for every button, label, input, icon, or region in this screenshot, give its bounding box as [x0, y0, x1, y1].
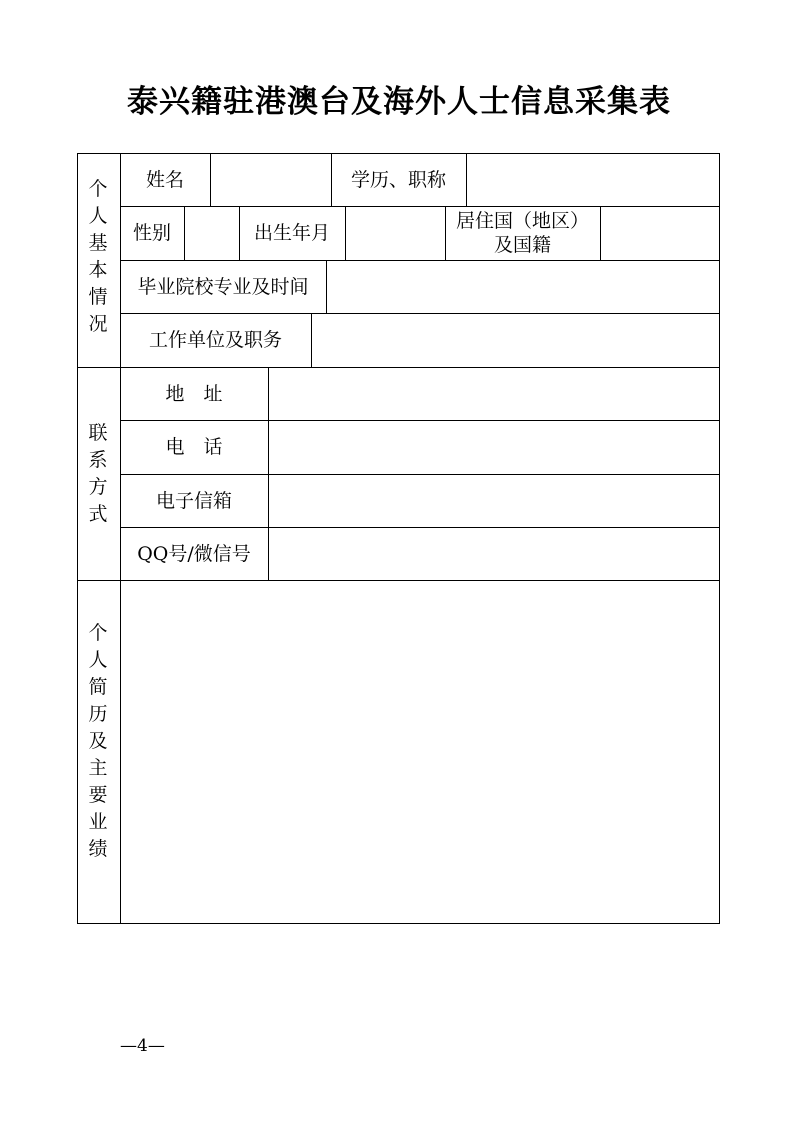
email-label: 电子信箱 — [155, 489, 232, 512]
school-field[interactable] — [327, 261, 719, 312]
address-label: 地 址 — [165, 382, 223, 405]
school-label: 毕业院校专业及时间 — [137, 275, 309, 298]
name-field[interactable] — [211, 154, 330, 205]
qq-wechat-label: QQ号/微信号 — [137, 542, 251, 565]
education-field[interactable] — [467, 154, 719, 205]
residence-label-line1: 居住国（地区） — [455, 210, 589, 232]
phone-label: 电 话 — [165, 436, 223, 458]
section-label-contact: 联系方式 — [88, 422, 108, 525]
page-number: —4— — [120, 1036, 165, 1056]
residence-label-line2: 及国籍 — [493, 234, 551, 256]
birth-label: 出生年月 — [253, 222, 330, 244]
birth-field[interactable] — [346, 207, 444, 259]
name-label: 姓名 — [145, 168, 184, 191]
phone-field[interactable] — [269, 421, 719, 473]
residence-field[interactable] — [601, 207, 719, 259]
section-label-resume: 个人简历及主要业绩 — [88, 622, 108, 860]
work-field[interactable] — [312, 314, 719, 366]
email-field[interactable] — [269, 475, 719, 526]
form-title: 泰兴籍驻港澳台及海外人士信息采集表 — [127, 84, 671, 120]
address-field[interactable] — [269, 368, 719, 419]
qq-wechat-field[interactable] — [269, 528, 719, 579]
resume-field[interactable] — [121, 581, 719, 923]
work-label: 工作单位及职务 — [148, 329, 282, 351]
education-label: 学历、职称 — [350, 168, 446, 191]
residence-label — [445, 206, 600, 260]
section-label-basic: 个人基本情况 — [88, 178, 108, 335]
gender-field[interactable] — [185, 207, 238, 259]
gender-label: 性别 — [132, 222, 171, 244]
